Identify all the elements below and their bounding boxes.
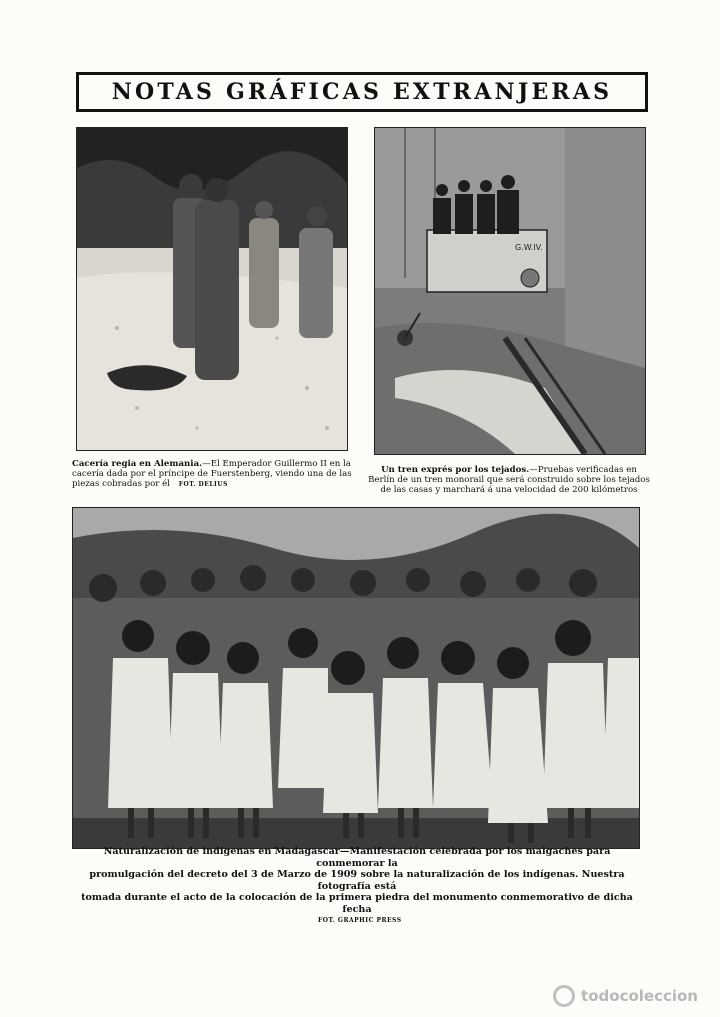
train-caption-lead: Un tren exprés por los tejados. [381, 465, 530, 475]
hunt-caption-lead: Cacería regia en Alemania. [72, 459, 203, 469]
madagascar-caption-line3: tomada durante el acto de la colocación de la primera piedra del monumento conmemorativo de dicha fecha [81, 892, 633, 915]
watermark-text: todocoleccion [581, 987, 698, 1005]
watermark [553, 985, 698, 1007]
madagascar-caption-line1: Naturalización de indígenas en Madagascar—Manifestación celebrada por los malgaches para conmemorar la [103, 846, 611, 869]
train-caption [368, 465, 650, 495]
hunt-photo [76, 127, 348, 451]
hunt-caption [72, 459, 354, 490]
train-caption-text: —Pruebas verificadas en Berlín de un tren monorail que será construido sobre los tejados de las casas y marchará á una velocidad de 200 kilómetros [368, 465, 650, 495]
madagascar-caption [74, 846, 640, 927]
madagascar-credit: FOT. GRAPHIC PRESS [318, 917, 402, 924]
hunt-credit: FOT. DELIUS [178, 481, 228, 488]
hunt-caption-text: —El Emperador Guillermo II en la cacería dada por el príncipe de Fuerstenberg, viendo una de las piezas cobradas por él [72, 459, 352, 489]
madagascar-caption-line2: promulgación del decreto del 3 de Marzo de 1909 sobre la naturalización de los indígenas. Nuestra fotografía está [89, 869, 625, 892]
watermark-logo-icon [553, 985, 575, 1007]
madagascar-photo [72, 507, 640, 849]
train-photo [374, 127, 646, 455]
page-title: NOTAS GRÁFICAS EXTRANJERAS [76, 72, 648, 112]
train-car-label: G.W.IV. [515, 243, 543, 252]
